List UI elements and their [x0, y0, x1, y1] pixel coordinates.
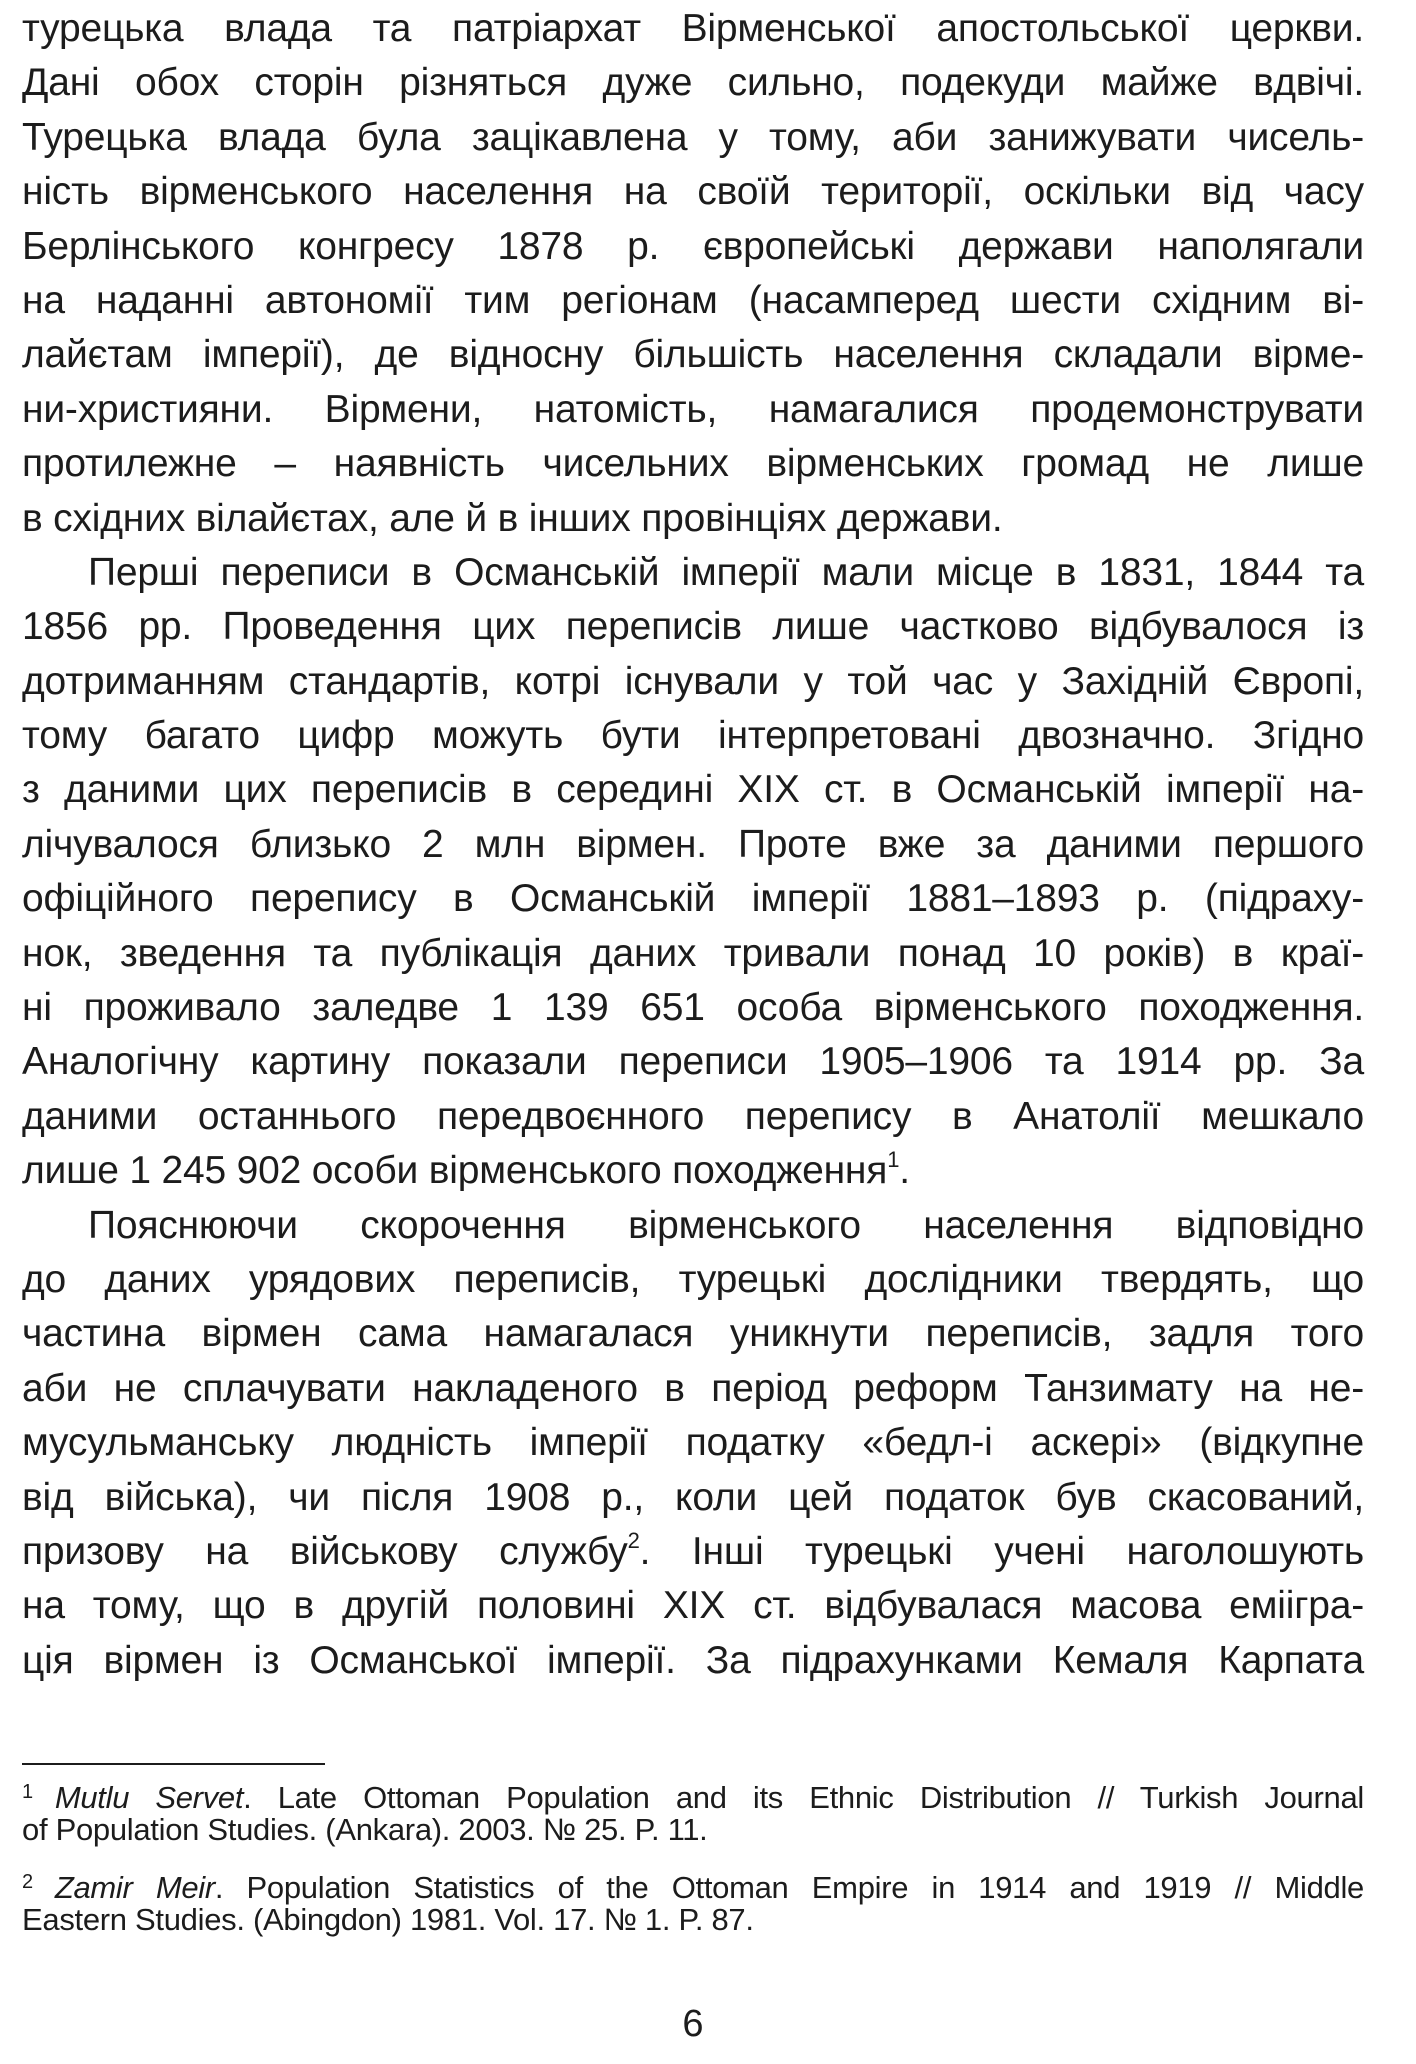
text-line: ність вірменського населення на своїй території, оскільки від часу [22, 170, 1364, 214]
text-line-with-footnote-ref [22, 1144, 1364, 1198]
text-segment: . [899, 1149, 910, 1193]
body-text [22, 2, 1364, 1688]
text-line: на наданні автономії тим регіонам (насамперед шести східним ві- [22, 278, 1364, 322]
text-line: частина вірмен сама намагалася уникнути переписів, задля того [22, 1312, 1364, 1356]
footnote-line [22, 1863, 1364, 1905]
text-line: Дані обох сторін різняться дуже сильно, подекуди майже вдвічі. [22, 61, 1364, 105]
text-line: даними останнього передвоєнного перепису в Анатолії мешкало [22, 1094, 1364, 1138]
text-line: в східних вілайєтах, але й в інших провінціях держави. [22, 496, 1003, 540]
page-number: 6 [682, 2003, 704, 2045]
text-line: дотриманням стандартів, котрі існували у той час у Західній Європі, [22, 659, 1364, 703]
text-segment: лише 1 245 902 особи вірменського походження [22, 1149, 888, 1193]
footnote-line [22, 1773, 1364, 1815]
text-line: лічувалося близько 2 млн вірмен. Проте вже за даними першого [22, 822, 1364, 866]
text-line: офіційного перепису в Османській імперії 1881–1893 р. (підраху- [22, 877, 1364, 921]
footnote-divider [22, 1763, 325, 1765]
footnote-number: 1 [22, 1781, 33, 1803]
text-line: ція вірмен із Османської імперії. За підрахунками Кемаля Карпата [22, 1638, 1364, 1682]
footnote-1 [22, 1773, 1364, 1849]
text-line: від війська), чи після 1908 р., коли цей податок був скасований, [22, 1475, 1364, 1519]
footnote-author: Mutlu Servet [54, 1780, 244, 1815]
text-line: ні проживало заледве 1 139 651 особа вірменського походження. [22, 986, 1364, 1030]
text-line: до даних урядових переписів, турецькі дослідники твердять, що [22, 1257, 1364, 1301]
text-line: з даними цих переписів в середині XIX ст. в Османській імперії на- [22, 768, 1364, 812]
footnote-author: Zamir Meir [54, 1870, 215, 1905]
text-line: мусульманську людність імперії податку «бедл-і аскері» (відкупне [22, 1421, 1364, 1465]
footnote-ref-1[interactable]: 1 [887, 1147, 900, 1173]
footnote-2 [22, 1863, 1364, 1939]
text-line: аби не сплачувати накладеного в період реформ Танзимату на не- [22, 1366, 1364, 1410]
text-line-paragraph-start: Пояснюючи скорочення вірменського населення відповідно [88, 1203, 1364, 1247]
text-line-paragraph-start: Перші переписи в Османській імперії мали місце в 1831, 1844 та [88, 550, 1364, 594]
footnote-text: . Population Statistics of the Ottoman Empire in 1914 and 1919 // Middle [214, 1870, 1364, 1905]
document-page [22, 0, 1364, 2064]
text-line: лайєтам імперії), де відносну більшість населення складали вірме- [22, 333, 1364, 377]
text-segment: . Інші турецькі учені наголошують [639, 1529, 1364, 1573]
text-segment: призову на військову службу [22, 1529, 628, 1573]
footnote-ref-2[interactable]: 2 [627, 1527, 640, 1553]
text-line-with-footnote-ref [22, 1525, 1364, 1579]
footnote-text: . Late Ottoman Population and its Ethnic Distribution // Turkish Journal [243, 1780, 1364, 1815]
text-line: протилежне – наявність чисельних вірменських громад не лише [22, 442, 1364, 486]
text-line: Берлінського конгресу 1878 р. європейські держави наполягали [22, 224, 1364, 268]
text-line: на тому, що в другій половині XIX ст. відбувалася масова еміігра- [22, 1584, 1364, 1628]
text-line: 1856 рр. Проведення цих переписів лише частково відбувалося із [22, 605, 1364, 649]
footnote-line: of Population Studies. (Ankara). 2003. № 25. P. 11. [22, 1812, 708, 1847]
text-line: турецька влада та патріархат Вірменської апостольської церкви. [22, 7, 1364, 50]
footnote-line: Eastern Studies. (Abingdon) 1981. Vol. 17. № 1. P. 87. [22, 1902, 754, 1937]
text-line: ни-християни. Вірмени, натомість, намагалися продемонструвати [22, 387, 1364, 431]
text-line: нок, зведення та публікація даних тривали понад 10 років) в краї- [22, 931, 1364, 975]
footnotes [22, 1773, 1364, 1953]
footnote-number: 2 [22, 1871, 33, 1893]
text-line: Аналогічну картину показали переписи 1905–1906 та 1914 рр. За [22, 1040, 1364, 1084]
text-line: Турецька влада була зацікавлена у тому, аби занижувати чисель- [22, 115, 1364, 159]
text-line: тому багато цифр можуть бути інтерпретовані двозначно. Згідно [22, 714, 1364, 758]
